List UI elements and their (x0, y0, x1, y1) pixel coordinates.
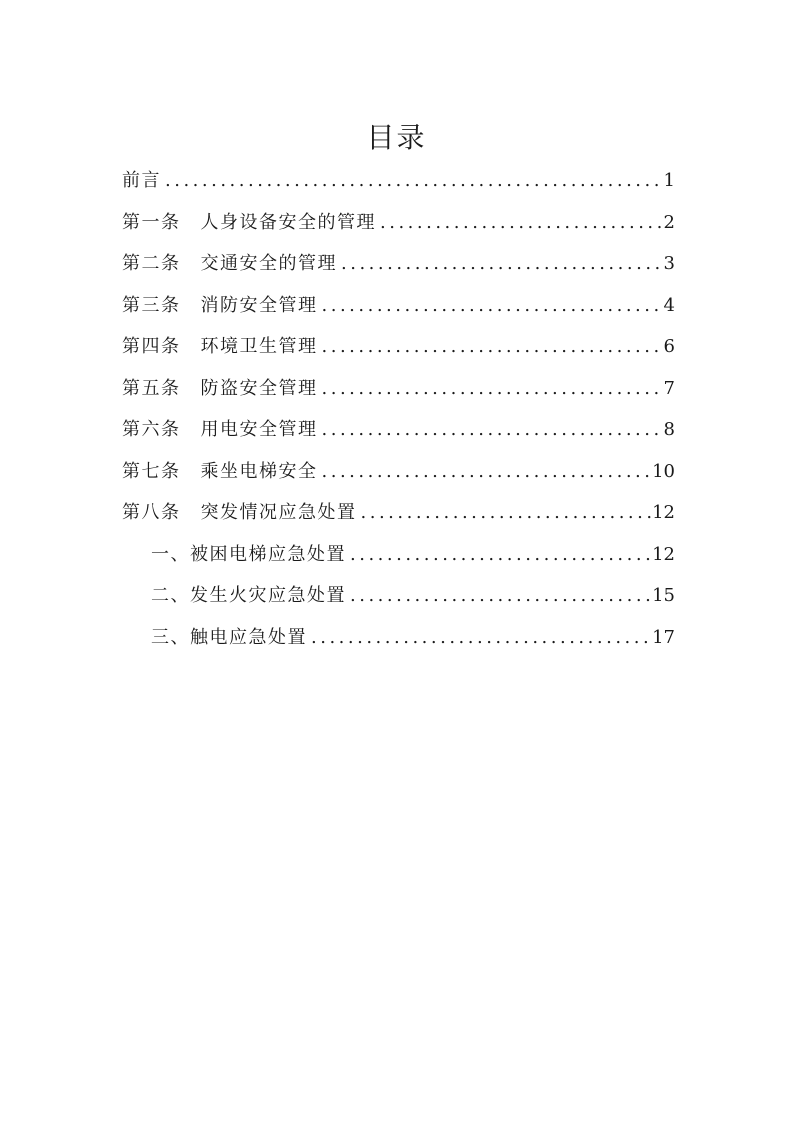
toc-leader-dots (337, 243, 663, 285)
toc-entry-text: 人身设备安全的管理 (200, 211, 376, 233)
toc-entry-prefix: 第三条 (122, 294, 181, 316)
toc-subentry-2[interactable] (122, 575, 675, 617)
toc-leader-dots (357, 492, 653, 534)
toc-leader-dots (346, 534, 652, 576)
toc-page-number: 3 (663, 253, 675, 274)
toc-entry-label (122, 243, 337, 285)
toc-entry-label (122, 451, 318, 493)
toc-entry-text: 防盗安全管理 (200, 377, 318, 399)
toc-entry-label (122, 492, 357, 534)
toc-entry-article-1[interactable] (122, 202, 675, 244)
toc-entry-prefix: 第四条 (122, 336, 181, 357)
toc-page-number: 7 (663, 377, 675, 399)
toc-page-number: 1 (663, 170, 675, 191)
toc-entry-article-4[interactable] (122, 326, 675, 368)
toc-entry-prefix: 第七条 (122, 460, 181, 482)
toc-leader-dots (318, 326, 664, 368)
toc-entry-label (122, 285, 318, 327)
toc-entry-text: 触电应急处置 (190, 626, 307, 648)
toc-entry-text: 发生火灾应急处置 (190, 585, 346, 606)
toc-entry-text: 环境卫生管理 (200, 336, 318, 357)
toc-page-number: 8 (663, 419, 675, 440)
toc-entry-article-7[interactable] (122, 451, 675, 493)
toc-entry-text: 被困电梯应急处置 (190, 543, 346, 565)
toc-entry-text: 交通安全的管理 (200, 253, 337, 274)
toc-entry-prefix: 二、 (151, 585, 190, 606)
toc-entry-article-2[interactable] (122, 243, 675, 285)
toc-entry-text: 消防安全管理 (200, 294, 318, 316)
toc-leader-dots (307, 617, 652, 659)
toc-entry-article-3[interactable] (122, 285, 675, 327)
toc-page-number: 12 (652, 502, 675, 523)
toc-entry-article-6[interactable] (122, 409, 675, 451)
toc-entry-text: 突发情况应急处置 (200, 502, 357, 523)
table-of-contents (122, 160, 675, 658)
toc-entry-preface[interactable] (122, 160, 675, 202)
toc-entry-label (122, 326, 318, 368)
toc-entry-label (122, 160, 161, 202)
toc-leader-dots (376, 202, 663, 244)
toc-leader-dots (318, 451, 653, 493)
toc-page-number: 10 (652, 460, 675, 482)
page-title: 目录 (366, 121, 427, 154)
toc-entry-label (151, 534, 346, 576)
toc-subentry-1[interactable] (122, 534, 675, 576)
toc-entry-text: 用电安全管理 (200, 419, 318, 440)
toc-leader-dots (318, 285, 664, 327)
toc-page-number: 15 (652, 585, 675, 606)
toc-page-number: 6 (663, 336, 675, 357)
toc-entry-article-8[interactable] (122, 492, 675, 534)
toc-entry-prefix: 第二条 (122, 253, 181, 274)
toc-entry-text: 乘坐电梯安全 (200, 460, 318, 482)
toc-entry-prefix: 第一条 (122, 211, 181, 233)
toc-entry-label (151, 617, 307, 659)
toc-entry-label (122, 409, 318, 451)
toc-entry-article-5[interactable] (122, 368, 675, 410)
toc-entry-prefix: 一、 (151, 543, 190, 565)
toc-entry-label (151, 575, 346, 617)
toc-page-number: 12 (652, 543, 675, 565)
toc-leader-dots (161, 160, 663, 202)
toc-entry-prefix: 第五条 (122, 377, 181, 399)
toc-entry-prefix: 三、 (151, 626, 190, 648)
toc-page-number: 2 (663, 211, 675, 233)
toc-entry-prefix: 前言 (122, 170, 161, 191)
toc-leader-dots (318, 368, 664, 410)
toc-entry-label (122, 368, 318, 410)
toc-leader-dots (346, 575, 652, 617)
toc-subentry-3[interactable] (122, 617, 675, 659)
toc-entry-label (122, 202, 376, 244)
toc-page-number: 4 (663, 294, 675, 316)
toc-entry-prefix: 第六条 (122, 419, 181, 440)
toc-page-number: 17 (652, 626, 675, 648)
toc-entry-prefix: 第八条 (122, 502, 181, 523)
toc-leader-dots (318, 409, 664, 451)
